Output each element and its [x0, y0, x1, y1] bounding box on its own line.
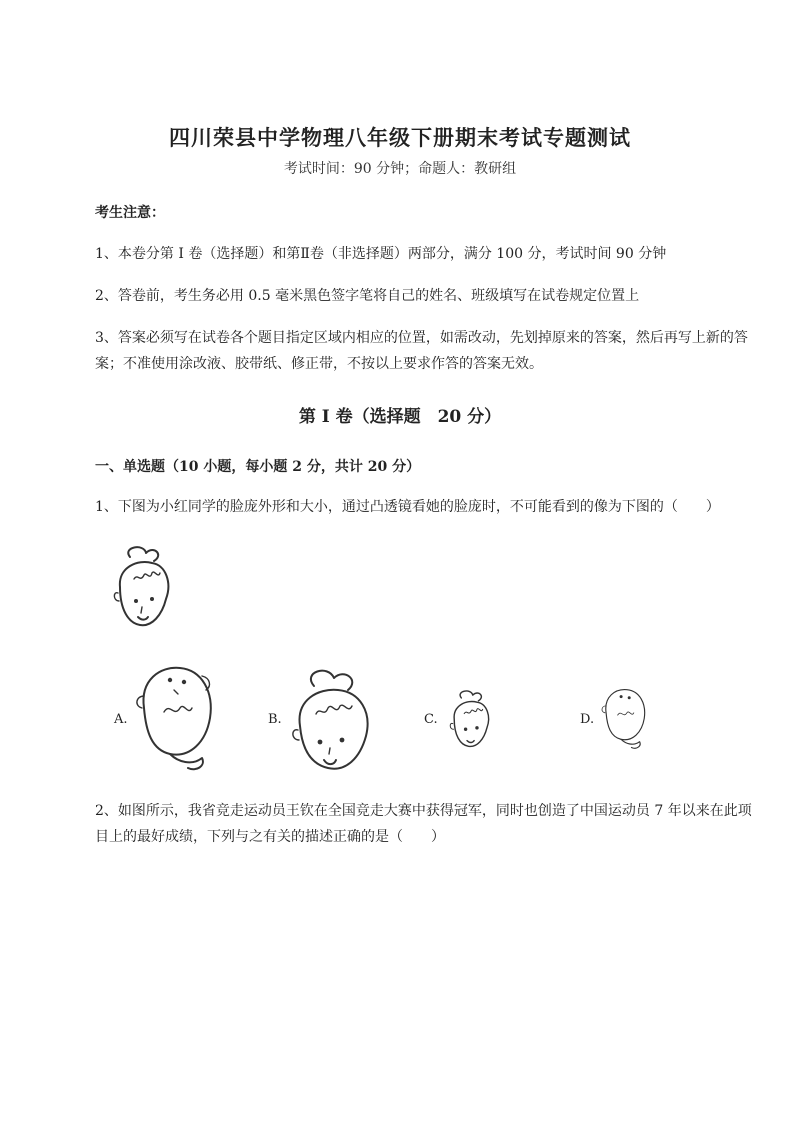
option-a-label: A.: [114, 712, 128, 727]
page-title: 四川荣县中学物理八年级下册期末考试专题测试: [169, 125, 631, 150]
notice-item-1: 1、本卷分第 I 卷（选择题）和第Ⅱ卷（非选择题）两部分，满分 100 分，考试时间 90 分钟: [95, 246, 667, 262]
option-d-face-illustration: [598, 686, 650, 750]
notice-item-3: 3、答案必须写在试卷各个题目指定区域内相应的位置，如需改动，先划掉原来的答案，然后再写上新的答案；不准使用涂改液、胶带纸、修正带，不按以上要求作答的答案无效。: [95, 330, 748, 372]
subsection-title: 一、单选题（10 小题，每小题 2 分，共计 20 分）: [95, 459, 421, 475]
notice-item-2: 2、答卷前，考生务必用 0.5 毫米黑色签字笔将自己的姓名、班级填写在试卷规定位置上: [95, 288, 640, 304]
option-d-label: D.: [580, 712, 595, 727]
option-b-face-illustration: [288, 664, 378, 774]
exam-info: 考试时间：90 分钟；命题人：教研组: [283, 161, 517, 177]
option-a-face-illustration: [130, 662, 220, 772]
section-title: 第 I 卷（选择题 20 分）: [298, 407, 502, 427]
notice-label: 考生注意：: [95, 205, 165, 221]
reference-face-illustration: [110, 543, 180, 633]
question-1-text: 1、下图为小红同学的脸庞外形和大小，通过凸透镜看她的脸庞时，不可能看到的像为下图的（ ）: [95, 499, 720, 515]
option-c-label: C.: [424, 712, 438, 727]
question-2-text: 2、如图所示，我省竞走运动员王钦在全国竞走大赛中获得冠军，同时也创造了中国运动员 7 年以来在此项目上的最好成绩，下列与之有关的描述正确的是（ ）: [95, 803, 752, 845]
option-b-label: B.: [268, 712, 282, 727]
option-c-face-illustration: [446, 688, 498, 752]
